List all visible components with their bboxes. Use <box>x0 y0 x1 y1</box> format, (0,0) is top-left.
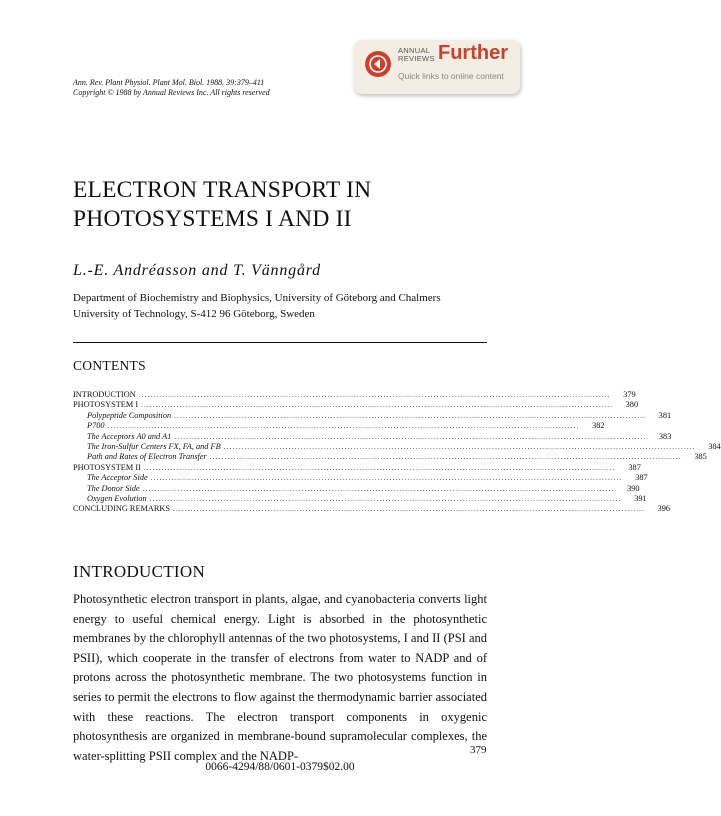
toc-leader-dots: ................................................................................................................................................................ <box>107 422 580 431</box>
toc-entry-label: INTRODUCTION <box>73 390 136 399</box>
toc-leader-dots: ................................................................................................................................................................ <box>209 453 682 462</box>
toc-entry-label: The Acceptor Side <box>87 473 148 483</box>
toc-leader-dots: ................................................................................................................................................................ <box>149 494 622 503</box>
toc-leader-dots: ................................................................................................................................................................ <box>150 474 623 483</box>
toc-entry-page: 383 <box>658 431 672 441</box>
toc-entry-label: The Donor Side <box>87 483 140 493</box>
toc-entry-label: Oxygen Evolution <box>87 493 147 503</box>
toc-entry-label: Path and Rates of Electron Transfer <box>87 452 207 462</box>
further-tagline: Quick links to online content <box>398 71 504 81</box>
toc-entry[interactable] <box>73 421 605 431</box>
toc-entry-page: 381 <box>658 410 672 420</box>
contents-heading: CONTENTS <box>73 358 146 373</box>
toc-leader-dots: ................................................................................................................................................................ <box>223 442 696 451</box>
toc-entry-label: Polypeptide Composition <box>87 410 172 420</box>
footer-code: 0066-4294/88/0601-0379$02.00 <box>205 761 355 773</box>
toc-leader-dots: ................................................................................................................................................................ <box>141 401 614 410</box>
toc-leader-dots: ................................................................................................................................................................ <box>173 505 646 514</box>
toc-entry-label: The Acceptors A0 and A1 <box>87 431 172 441</box>
title-line-2: PHOTOSYSTEMS I AND II <box>73 206 352 232</box>
contents-rule <box>73 342 487 343</box>
toc-entry-label: PHOTOSYSTEM I <box>73 400 139 410</box>
toc-entry-label: P700 <box>87 421 105 431</box>
further-word: Further <box>438 42 508 64</box>
toc-entry-page: 391 <box>634 493 647 503</box>
table-of-contents <box>73 390 721 515</box>
toc-entry[interactable] <box>73 504 671 514</box>
toc-entry-label: CONCLUDING REMARKS <box>73 504 171 514</box>
toc-entry-page: 382 <box>592 421 605 431</box>
toc-entry-page: 385 <box>694 452 707 462</box>
page-number: 379 <box>470 744 487 756</box>
toc-entry-page: 384 <box>708 441 721 451</box>
toc-entry[interactable] <box>73 462 641 473</box>
toc-entry-page: 390 <box>627 483 640 493</box>
toc-entry-page: 380 <box>625 400 639 410</box>
toc-entry[interactable] <box>73 390 636 400</box>
article-title <box>73 176 493 234</box>
toc-entry-label: The Iron-Sulfur Centers FX, FA, and FB <box>87 441 221 451</box>
citation-line-1: Ann. Rev. Plant Physiol. Plant Mol. Biol. 1988. 39:379–411 <box>73 78 265 87</box>
toc-entry-label: PHOTOSYSTEM II <box>73 462 141 472</box>
toc-entry-page: 387 <box>628 462 641 472</box>
toc-entry[interactable] <box>73 400 639 410</box>
toc-entry[interactable] <box>73 493 647 504</box>
toc-entry-page: 396 <box>657 504 671 514</box>
toc-leader-dots: ................................................................................................................................................................ <box>142 484 615 493</box>
toc-leader-dots: ................................................................................................................................................................ <box>143 463 616 472</box>
further-logo-icon <box>365 51 391 77</box>
affiliation: Department of Biochemistry and Biophysics, University of Göteborg and Chalmers University of Technology, S-412 96 Göteborg, Sweden <box>73 292 441 320</box>
toc-entry[interactable] <box>73 441 721 452</box>
title-line-1: ELECTRON TRANSPORT IN <box>73 177 372 203</box>
toc-entry[interactable] <box>73 483 640 494</box>
citation-line-2: Copyright © 1988 by Annual Reviews Inc. All rights reserved <box>73 88 270 97</box>
toc-entry[interactable] <box>73 473 648 483</box>
toc-entry-page: 387 <box>635 473 648 483</box>
authors: L.-E. Andréasson and T. Vänngård <box>73 262 321 279</box>
toc-leader-dots: ................................................................................................................................................................ <box>174 411 647 420</box>
toc-leader-dots: ................................................................................................................................................................ <box>138 391 611 399</box>
toc-entry[interactable] <box>73 410 672 421</box>
toc-leader-dots: ................................................................................................................................................................ <box>174 432 647 441</box>
toc-entry-page: 379 <box>623 390 636 399</box>
toc-entry[interactable] <box>73 452 707 462</box>
introduction-body: Photosynthetic electron transport in plants, algae, and cyanobacteria converts light energy to useful chemical energy. Light is absorbed in the photosynthetic membranes by the chlorophyll antennas of the two photosystems, I and II (PSI and PSII), which cooperate in the transfer of electrons from water to NADP and of protons across the photosynthetic membrane. The two photosystems function in series to permit the electrons to flow against the thermodynamic barrier associated with these reactions. The electron transport components in oxygenic photosynthesis are organized in membrane-bound supramolecular complexes, the water-splitting PSII complex and the NADP- <box>73 592 487 763</box>
toc-entry[interactable] <box>73 431 672 442</box>
further-banner[interactable] <box>354 40 520 94</box>
introduction-heading: INTRODUCTION <box>73 562 206 581</box>
annual-reviews-brand: ANNUAL REVIEWS <box>398 46 435 63</box>
